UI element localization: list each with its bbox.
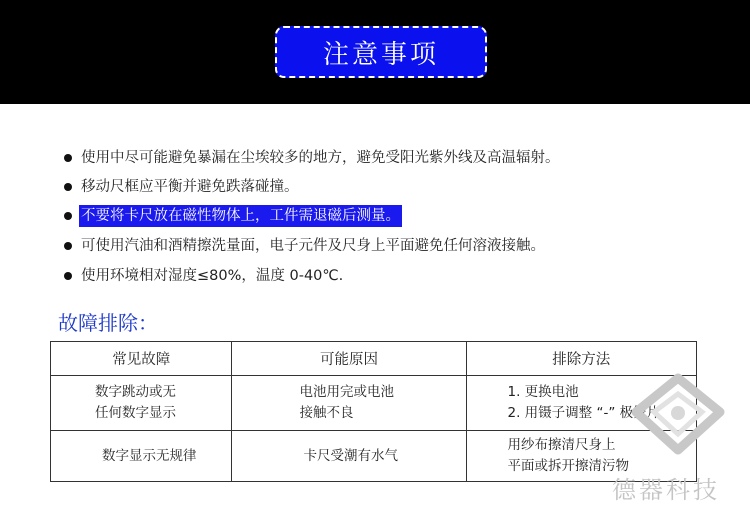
bullet-icon bbox=[64, 154, 72, 162]
table-cell bbox=[51, 431, 232, 482]
note-text: 使用环境相对湿度≤80%，温度 0-40℃. bbox=[81, 268, 344, 284]
note-text: 可使用汽油和酒精擦洗量面，电子元件及尺身上平面避免任何溶液接触。 bbox=[81, 238, 545, 254]
cell-line: 接触不良 bbox=[299, 405, 354, 421]
cell-line: 数字显示无规律 bbox=[102, 447, 197, 464]
section-title: 故障排除： bbox=[58, 311, 158, 335]
note-text-highlighted: 不要将卡尺放在磁性物体上，工件需退磁后测量。 bbox=[79, 205, 402, 227]
page-title: 注意事项 bbox=[275, 26, 487, 78]
table-row bbox=[51, 431, 697, 482]
table-row bbox=[51, 376, 697, 431]
table-cell bbox=[232, 431, 466, 482]
note-text: 移动尺框应平衡并避免跌落碰撞。 bbox=[81, 179, 299, 195]
cell-line: 数字跳动或无 bbox=[95, 384, 176, 400]
column-header: 排除方法 bbox=[466, 342, 697, 376]
brand-logo-icon bbox=[630, 372, 726, 456]
table-cell bbox=[232, 376, 466, 431]
table-cell bbox=[51, 376, 232, 431]
cell-line: 平面或拆开擦清污物 bbox=[507, 458, 629, 474]
cell-line: 任何数字显示 bbox=[95, 405, 176, 421]
column-header: 常见故障 bbox=[51, 342, 232, 376]
brand-watermark: 德器科技 bbox=[612, 476, 720, 504]
bullet-icon bbox=[64, 183, 72, 191]
header-banner bbox=[0, 0, 750, 104]
troubleshooting-table bbox=[50, 341, 697, 482]
bullet-icon bbox=[64, 242, 72, 250]
column-header: 可能原因 bbox=[232, 342, 466, 376]
note-text: 使用中尽可能避免暴漏在尘埃较多的地方，避免受阳光紫外线及高温辐射。 bbox=[81, 150, 560, 166]
cell-line: 用纱布擦清尺身上 bbox=[507, 437, 616, 453]
cell-line: 卡尺受潮有水气 bbox=[303, 447, 398, 464]
cell-line: 2. 用镊子调整 “-” 极簧片 bbox=[507, 405, 661, 421]
cell-line: 1. 更换电池 bbox=[507, 384, 579, 400]
cell-line: 电池用完或电池 bbox=[299, 384, 394, 400]
bullet-icon bbox=[64, 272, 72, 280]
bullet-icon bbox=[64, 212, 72, 220]
table-header-row bbox=[51, 342, 697, 376]
